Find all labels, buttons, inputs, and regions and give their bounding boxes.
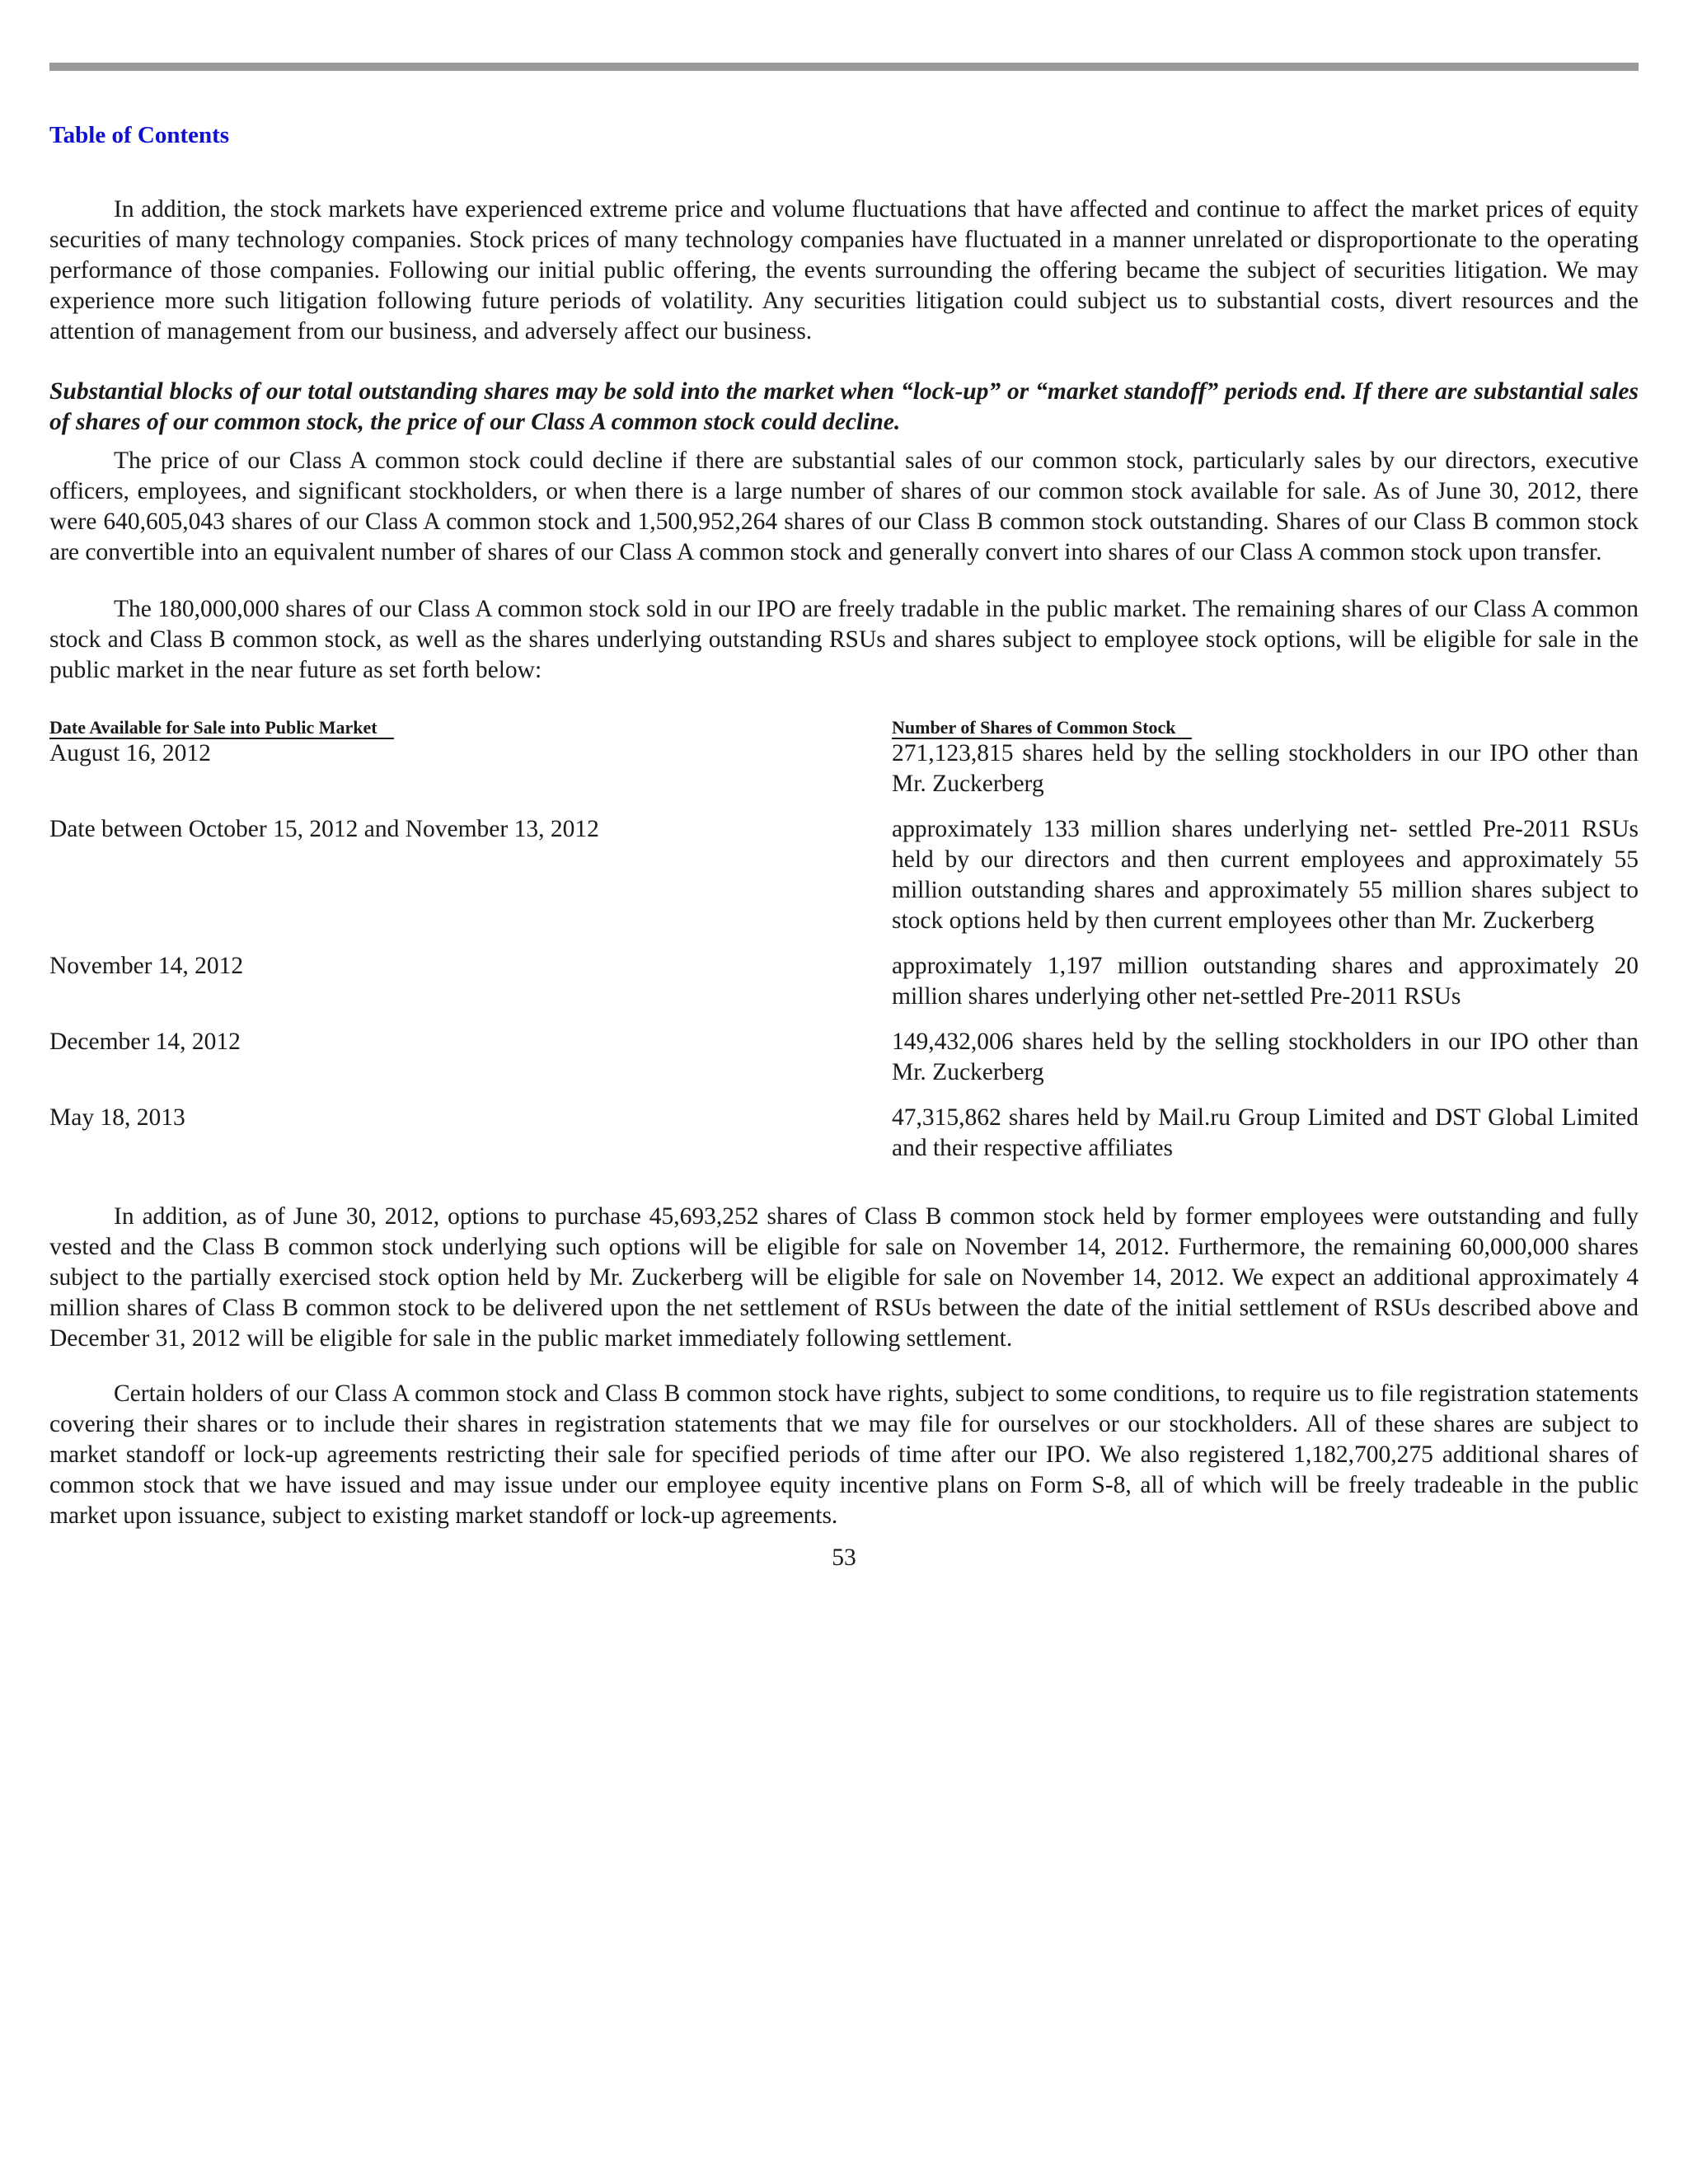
table-row xyxy=(49,738,1639,814)
column-header-date: Date Available for Sale into Public Market xyxy=(49,717,892,738)
paragraph-market-fluctuations: In addition, the stock markets have experienced extreme price and volume fluctuations that have affected and continue to affect the market prices of equity securities of many technology companies. Stock prices of many technology companies have fluctuated in a manner unrelated or disproportionate to the operating performance of those companies. Following our initial public offering, the events surrounding the offering became the subject of securities litigation. We may experience more such litigation following future periods of volatility. Any securities litigation could subject us to substantial costs, divert resources and the attention of management from our business, and adversely affect our business. xyxy=(49,196,1639,344)
risk-factor-heading: Substantial blocks of our total outstanding shares may be sold into the market when “lock-up” or “market standoff” periods end. If there are substantial sales of shares of our common stock, the price of our Class A common stock could decline. xyxy=(49,378,1639,435)
table-row xyxy=(49,814,1639,951)
table-row xyxy=(49,1103,1639,1179)
table-cell-shares: 47,315,862 shares held by Mail.ru Group Limited and DST Global Limited and their respective affiliates xyxy=(892,1104,1639,1161)
table-cell-date: December 14, 2012 xyxy=(49,1029,241,1055)
paragraph-ipo-shares: The 180,000,000 shares of our Class A common stock sold in our IPO are freely tradable in the public market. The remaining shares of our Class A common stock and Class B common stock, as well as the shares underlying outstanding RSUs and shares subject to employee stock options, will be eligible for sale in the public market in the near future as set forth below: xyxy=(49,596,1639,683)
table-cell-shares: 271,123,815 shares held by the selling stockholders in our IPO other than Mr. Zuckerberg xyxy=(892,740,1639,797)
table-cell-date: Date between October 15, 2012 and November 13, 2012 xyxy=(49,816,599,842)
top-divider xyxy=(49,63,1639,71)
table-cell-shares: approximately 133 million shares underlying net- settled Pre-2011 RSUs held by our directors and then current employees and approximately 55 million outstanding shares and approximately 55 million shares subject to stock options held by then current employees other than Mr. Zuckerberg xyxy=(892,816,1639,934)
table-row xyxy=(49,951,1639,1027)
paragraph-registration-rights: Certain holders of our Class A common stock and Class B common stock have rights, subject to some conditions, to require us to file registration statements covering their shares or to include their shares in registration statements that we may file for ourselves or our stockholders. All of these shares are subject to market standoff or lock-up agreements restricting their sale for specified periods of time after our IPO. We also registered 1,182,700,275 additional shares of common stock that we have issued and may issue under our employee equity incentive plans on Form S-8, all of which will be freely tradeable in the public market upon issuance, subject to existing market standoff or lock-up agreements. xyxy=(49,1380,1639,1529)
table-cell-shares: approximately 1,197 million outstanding shares and approximately 20 million shares underlying other net-settled Pre-2011 RSUs xyxy=(892,953,1639,1010)
table-of-contents-link[interactable]: Table of Contents xyxy=(49,122,230,148)
column-header-shares: Number of Shares of Common Stock xyxy=(892,717,1639,738)
page-number: 53 xyxy=(832,1544,856,1571)
table-header-row xyxy=(49,717,1639,738)
paragraph-share-sales: The price of our Class A common stock could decline if there are substantial sales of our common stock, particularly sales by our directors, executive officers, employees, and significant stockholders, or when there is a large number of shares of our common stock available for sale. As of June 30, 2012, there were 640,605,043 shares of our Class A common stock and 1,500,952,264 shares of our Class B common stock outstanding. Shares of our Class B common stock are convertible into an equivalent number of shares of our Class A common stock and generally convert into shares of our Class A common stock upon transfer. xyxy=(49,448,1639,565)
table-cell-date: August 16, 2012 xyxy=(49,740,211,766)
document-body xyxy=(49,194,1639,1573)
table-cell-shares: 149,432,006 shares held by the selling stockholders in our IPO other than Mr. Zuckerberg xyxy=(892,1029,1639,1085)
table-cell-date: May 18, 2013 xyxy=(49,1104,185,1131)
table-cell-date: November 14, 2012 xyxy=(49,953,244,979)
paragraph-options-vesting: In addition, as of June 30, 2012, options to purchase 45,693,252 shares of Class B common stock held by former employees were outstanding and fully vested and the Class B common stock underlying such options will be eligible for sale on November 14, 2012. Furthermore, the remaining 60,000,000 shares subject to the partially exercised stock option held by Mr. Zuckerberg will be eligible for sale on November 14, 2012. We expect an additional approximately 4 million shares of Class B common stock to be delivered upon the net settlement of RSUs between the date of the initial settlement of RSUs described above and December 31, 2012 will be eligible for sale in the public market immediately following settlement. xyxy=(49,1203,1639,1352)
table-row xyxy=(49,1027,1639,1103)
lockup-schedule-table xyxy=(49,717,1639,1179)
